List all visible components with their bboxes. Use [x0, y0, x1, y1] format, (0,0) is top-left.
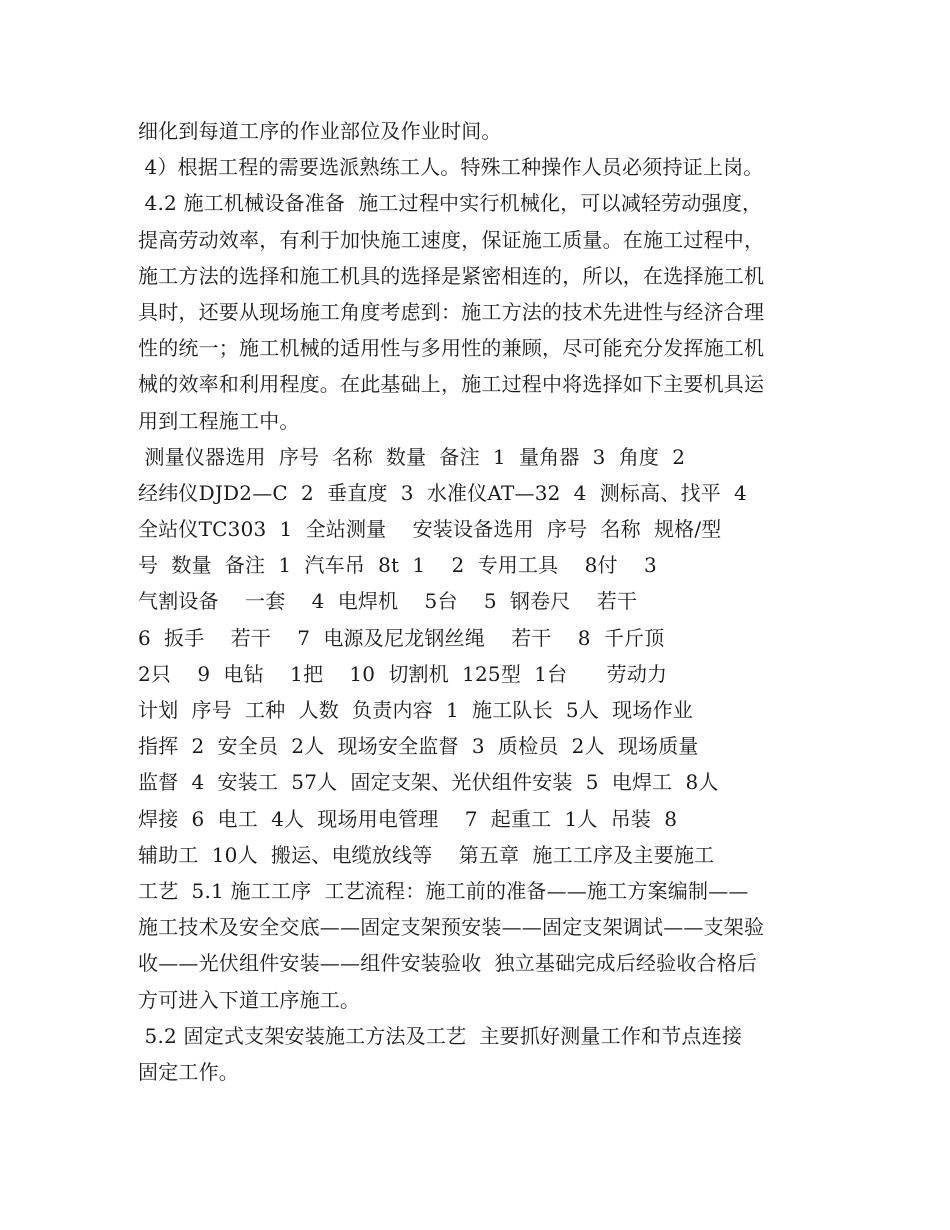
text-line: 5.2 固定式支架安装施工方法及工艺 主要抓好测量工作和节点连接 — [138, 1023, 743, 1048]
text-line: 提高劳动效率，有利于加快施工速度，保证施工质量。在施工过程中， — [138, 227, 765, 252]
text-line: 辅助工 10人 搬运、电缆放线等 第五章 施工工序及主要施工 — [138, 842, 715, 867]
text-line: 施工技术及安全交底——固定支架预安装——固定支架调试——支架验 — [138, 915, 765, 940]
text-line: 号 数量 备注 1 汽车吊 8t 1 2 专用工具 8付 3 — [138, 553, 657, 578]
body-text — [138, 113, 828, 1090]
text-line: 方可进入下道工序施工。 — [138, 987, 361, 1012]
text-line: 具时，还要从现场施工角度考虑到：施工方法的技术先进性与经济合理 — [138, 299, 765, 324]
text-line: 经纬仪DJD2—C 2 垂直度 3 水准仪AT—32 4 测标高、找平 4 — [138, 480, 747, 505]
text-line: 工艺 5.1 施工工序 工艺流程：施工前的准备——施工方案编制—— — [138, 878, 749, 903]
text-line: 计划 序号 工种 人数 负责内容 1 施工队长 5人 现场作业 — [138, 698, 693, 722]
text-line: 4）根据工程的需要选派熟练工人。特殊工种操作人员必须持证上岗。 — [138, 155, 764, 180]
text-line: 械的效率和利用程度。在此基础上，施工过程中将选择如下主要机具运 — [138, 372, 765, 397]
text-line: 气割设备 一套 4 电焊机 5台 5 钢卷尺 若干 — [138, 589, 638, 614]
text-line: 收——光伏组件安装——组件安装验收 独立基础完成后经验收合格后 — [138, 951, 758, 976]
text-line: 细化到每道工序的作业部位及作业时间。 — [138, 119, 502, 143]
text-line: 2只 9 电钻 1把 10 切割机 125型 1台 劳动力 — [138, 661, 668, 686]
text-line: 4.2 施工机械设备准备 施工过程中实行机械化，可以减轻劳动强度， — [138, 191, 763, 216]
text-line: 性的统一；施工机械的适用性与多用性的兼顾，尽可能充分发挥施工机 — [138, 336, 765, 361]
text-line: 固定工作。 — [138, 1059, 239, 1084]
text-line: 用到工程施工中。 — [138, 408, 300, 433]
text-line: 焊接 6 电工 4人 现场用电管理 7 起重工 1人 吊装 8 — [138, 806, 678, 831]
text-line: 指挥 2 安全员 2人 现场安全监督 3 质检员 2人 现场质量 — [138, 734, 699, 759]
text-line: 监督 4 安装工 57人 固定支架、光伏组件安装 5 电焊工 8人 — [138, 770, 719, 795]
text-line: 全站仪TC303 1 全站测量 安装设备选用 序号 名称 规格/型 — [138, 517, 722, 542]
text-line: 施工方法的选择和施工机具的选择是紧密相连的，所以，在选择施工机 — [138, 263, 765, 288]
text-line: 测量仪器选用 序号 名称 数量 备注 1 量角器 3 角度 2 — [138, 444, 686, 469]
text-line: 6 扳手 若干 7 电源及尼龙钢丝绳 若干 8 千斤顶 — [138, 625, 665, 650]
